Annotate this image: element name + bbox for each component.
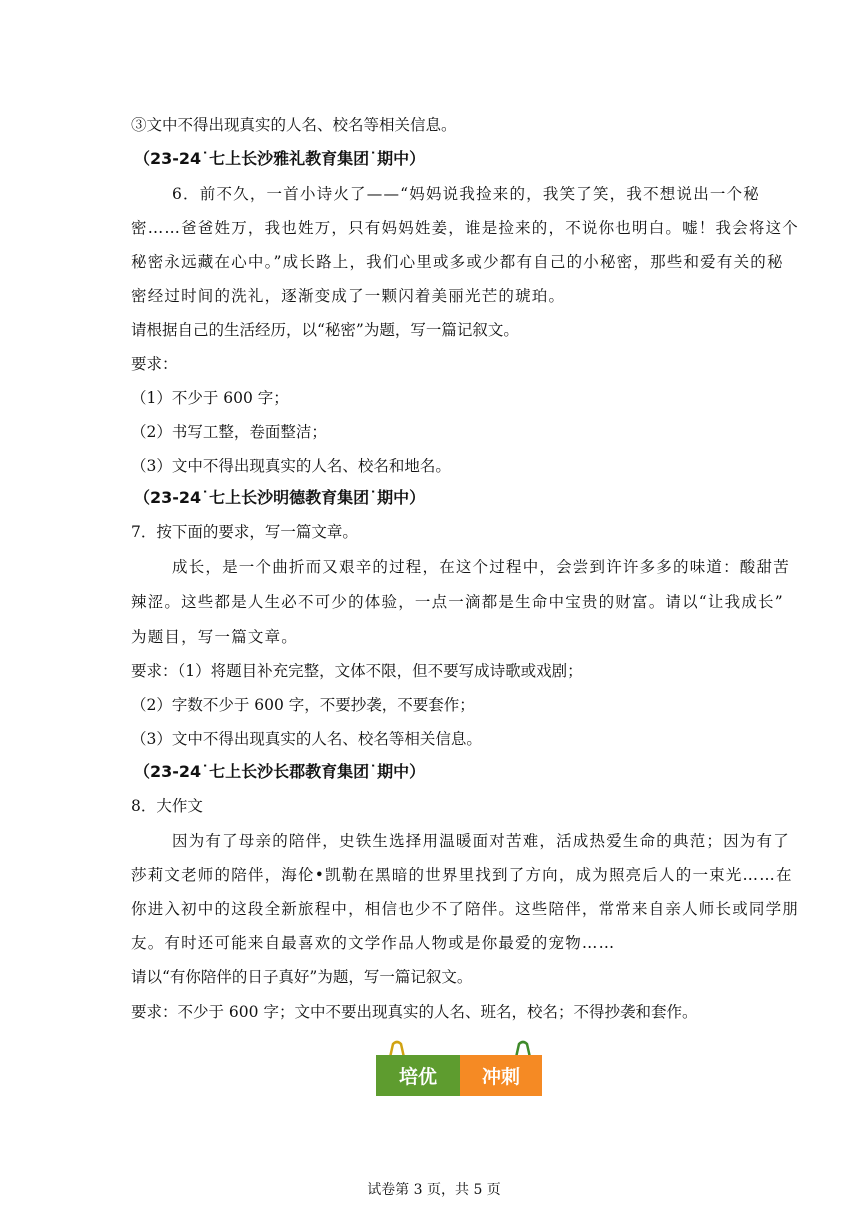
prompt-text: 莎莉文老师的陪伴，海伦•凯勒在黑暗的世界里找到了方向，成为照亮后人的一束光……在 bbox=[131, 866, 793, 884]
badge-right-label: 冲刺 bbox=[460, 1055, 542, 1096]
source-heading: （23-24˙七上长沙明德教育集团˙期中） bbox=[134, 488, 426, 507]
requirement-line: 要求：（1）将题目补充完整，文体不限，但不要写成诗歌或戏剧； bbox=[131, 662, 583, 680]
requirement-line: （2）字数不少于 600 字，不要抄袭，不要套作； bbox=[131, 696, 475, 714]
question-title: 7．按下面的要求，写一篇文章。 bbox=[131, 523, 358, 541]
question-title: 8．大作文 bbox=[131, 797, 203, 815]
source-heading: （23-24˙七上长沙雅礼教育集团˙期中） bbox=[134, 149, 426, 168]
prompt-text: 你进入初中的这段全新旅程中，相信也少不了陪伴。这些陪伴，常常来自亲人师长或同学朋 bbox=[131, 900, 800, 918]
instruction-line: 请根据自己的生活经历，以“秘密”为题，写一篇记叙文。 bbox=[131, 321, 519, 339]
prompt-text: 秘密永远藏在心中。”成长路上，我们心里或多或少都有自己的小秘密，那些和爱有关的秘 bbox=[131, 253, 784, 271]
prompt-text: 成长，是一个曲折而又艰辛的过程，在这个过程中，会尝到许许多多的味道：酸甜苦 bbox=[172, 558, 790, 576]
instruction-line: 请以“有你陪伴的日子真好”为题，写一篇记叙文。 bbox=[131, 968, 473, 986]
prompt-text: 密……爸爸姓万，我也姓万，只有妈妈姓姜，谁是捡来的，不说你也明白。嘘！我会将这个 bbox=[131, 219, 800, 237]
page-footer: 试卷第 3 页，共 5 页 bbox=[367, 1182, 501, 1198]
prompt-text: 为题目，写一篇文章。 bbox=[131, 628, 299, 646]
prompt-text: 6．前不久，一首小诗火了——“妈妈说我捡来的，我笑了笑，我不想说出一个秘 bbox=[172, 185, 760, 203]
requirement-line: 要求：不少于 600 字；文中不要出现真实的人名、班名，校名；不得抄袭和套作。 bbox=[131, 1003, 698, 1021]
requirement-line: （1）不少于 600 字； bbox=[131, 389, 289, 407]
requirements-label: 要求： bbox=[131, 355, 178, 373]
requirement-line: （3）文中不得出现真实的人名、校名和地名。 bbox=[131, 457, 451, 475]
prompt-text: 密经过时间的洗礼，逐渐变成了一颗闪着美丽光芒的琥珀。 bbox=[131, 287, 566, 305]
prompt-text: 因为有了母亲的陪伴，史铁生选择用温暖面对苦难，活成热爱生命的典范；因为有了 bbox=[172, 832, 790, 850]
prompt-text: 友。有时还可能来自最喜欢的文学作品人物或是你最爱的宠物…… bbox=[131, 934, 616, 952]
prompt-text: 辣涩。这些都是人生必不可少的体验，一点一滴都是生命中宝贵的财富。请以“让我成长” bbox=[131, 593, 784, 611]
requirement-line: ③文中不得出现真实的人名、校名等相关信息。 bbox=[131, 116, 457, 134]
peiyou-chongci-badge bbox=[374, 1040, 542, 1098]
source-heading: （23-24˙七上长沙长郡教育集团˙期中） bbox=[134, 762, 426, 781]
requirement-line: （3）文中不得出现真实的人名、校名等相关信息。 bbox=[131, 730, 482, 748]
badge-left-label: 培优 bbox=[376, 1055, 460, 1096]
requirement-line: （2）书写工整，卷面整洁； bbox=[131, 423, 327, 441]
